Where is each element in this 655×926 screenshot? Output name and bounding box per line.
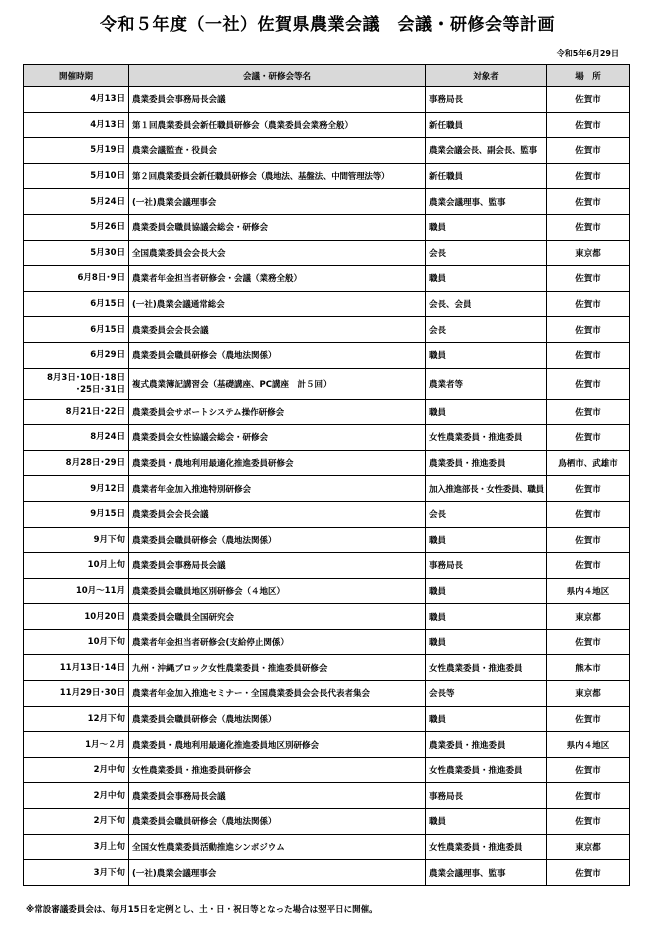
cell-date: 6月29日 [24, 342, 129, 368]
cell-target: 職員 [426, 214, 547, 240]
cell-name: 農業委員会職員地区別研修会（４地区） [129, 578, 426, 604]
cell-target: 職員 [426, 604, 547, 630]
cell-name: 農業委員会事務局長会議 [129, 553, 426, 579]
cell-name: (一社)農業会議理事会 [129, 860, 426, 886]
cell-name: (一社)農業会議理事会 [129, 189, 426, 215]
table-row [24, 501, 630, 527]
table-header-row [24, 65, 630, 87]
cell-target: 農業会議理事、監事 [426, 860, 547, 886]
header-target: 対象者 [426, 65, 547, 87]
cell-date: 10月上旬 [24, 553, 129, 579]
cell-target: 女性農業委員・推進委員 [426, 834, 547, 860]
cell-date: 9月12日 [24, 476, 129, 502]
cell-target: 農業者等 [426, 368, 547, 399]
cell-place: 佐賀市 [547, 783, 630, 809]
cell-place: 佐賀市 [547, 553, 630, 579]
cell-name: 農業会議監査・役員会 [129, 138, 426, 164]
cell-target: 女性農業委員・推進委員 [426, 655, 547, 681]
cell-date: 10月20日 [24, 604, 129, 630]
cell-date: 9月下旬 [24, 527, 129, 553]
cell-date: 4月13日 [24, 87, 129, 113]
cell-place: 鳥栖市、武雄市 [547, 450, 630, 476]
cell-place: 佐賀市 [547, 476, 630, 502]
cell-name: 農業委員会職員研修会（農地法関係） [129, 706, 426, 732]
cell-date: 2月中旬 [24, 757, 129, 783]
cell-date: 3月上旬 [24, 834, 129, 860]
header-place: 場 所 [547, 65, 630, 87]
cell-date: 5月26日 [24, 214, 129, 240]
cell-date: 5月24日 [24, 189, 129, 215]
cell-target: 農業会議理事、監事 [426, 189, 547, 215]
page-title: 令和５年度（一社）佐賀県農業会議 会議・研修会等計画 [100, 15, 555, 35]
table-row [24, 342, 630, 368]
cell-date: 9月15日 [24, 501, 129, 527]
cell-name: 農業委員会会長会議 [129, 317, 426, 343]
table-row [24, 604, 630, 630]
cell-target: 新任職員 [426, 163, 547, 189]
table-row [24, 476, 630, 502]
table-row [24, 732, 630, 758]
cell-place: 東京都 [547, 604, 630, 630]
cell-place: 東京都 [547, 240, 630, 266]
cell-date: 5月19日 [24, 138, 129, 164]
cell-target: 農業委員・推進委員 [426, 450, 547, 476]
cell-name: 全国女性農業委員活動推進シンポジウム [129, 834, 426, 860]
cell-place: 佐賀市 [547, 163, 630, 189]
cell-place: 佐賀市 [547, 112, 630, 138]
cell-date: 11月13日･14日 [24, 655, 129, 681]
cell-place: 佐賀市 [547, 266, 630, 292]
cell-place: 佐賀市 [547, 399, 630, 425]
table-row [24, 189, 630, 215]
cell-name: 農業委員会会長会議 [129, 501, 426, 527]
cell-date: 5月30日 [24, 240, 129, 266]
table-row [24, 706, 630, 732]
cell-name: 農業委員会職員協議会総会・研修会 [129, 214, 426, 240]
table-row [24, 138, 630, 164]
cell-target: 会長 [426, 240, 547, 266]
cell-date: 3月下旬 [24, 860, 129, 886]
cell-target: 会長 [426, 501, 547, 527]
cell-target: 職員 [426, 706, 547, 732]
cell-date: 1月～２月 [24, 732, 129, 758]
table-row [24, 214, 630, 240]
table-row [24, 783, 630, 809]
cell-date: 8月3日･10日･18日 ･25日･31日 [24, 368, 129, 399]
cell-target: 事務局長 [426, 553, 547, 579]
table-row [24, 578, 630, 604]
cell-target: 職員 [426, 809, 547, 835]
cell-place: 佐賀市 [547, 757, 630, 783]
cell-name: 農業委員会女性協議会総会・研修会 [129, 425, 426, 451]
cell-date: 8月24日 [24, 425, 129, 451]
table-row [24, 450, 630, 476]
cell-place: 県内４地区 [547, 732, 630, 758]
table-row [24, 655, 630, 681]
cell-place: 佐賀市 [547, 425, 630, 451]
cell-name: 農業委員会職員研修会（農地法関係） [129, 342, 426, 368]
cell-target: 女性農業委員・推進委員 [426, 757, 547, 783]
header-name: 会議・研修会等名 [129, 65, 426, 87]
cell-place: 佐賀市 [547, 860, 630, 886]
table-row [24, 163, 630, 189]
cell-name: 第１回農業委員会新任職員研修会（農業委員会業務全般） [129, 112, 426, 138]
cell-name: 農業委員会サポートシステム操作研修会 [129, 399, 426, 425]
table-row [24, 368, 630, 399]
table-row [24, 399, 630, 425]
table-row [24, 629, 630, 655]
cell-name: 農業者年金担当者研修会・会議（業務全般） [129, 266, 426, 292]
cell-name: 複式農業簿記講習会（基礎講座、PC講座 計５回） [129, 368, 426, 399]
cell-date: 12月下旬 [24, 706, 129, 732]
table-row [24, 266, 630, 292]
cell-place: 佐賀市 [547, 809, 630, 835]
cell-name: 農業委員・農地利用最適化推進委員地区別研修会 [129, 732, 426, 758]
cell-name: 女性農業委員・推進委員研修会 [129, 757, 426, 783]
cell-target: 事務局長 [426, 87, 547, 113]
table-row [24, 317, 630, 343]
header-date: 開催時期 [24, 65, 129, 87]
cell-target: 事務局長 [426, 783, 547, 809]
cell-place: 県内４地区 [547, 578, 630, 604]
cell-target: 新任職員 [426, 112, 547, 138]
table-row [24, 553, 630, 579]
cell-date: 2月下旬 [24, 809, 129, 835]
cell-date: 6月15日 [24, 291, 129, 317]
cell-place: 佐賀市 [547, 189, 630, 215]
cell-name: (一社)農業会議通常総会 [129, 291, 426, 317]
cell-target: 会長、会員 [426, 291, 547, 317]
table-row [24, 809, 630, 835]
cell-date: 11月29日･30日 [24, 681, 129, 707]
cell-name: 農業委員会事務局長会議 [129, 87, 426, 113]
cell-target: 職員 [426, 578, 547, 604]
cell-date: 6月8日･9日 [24, 266, 129, 292]
footnote: ※常設審議委員会は、毎月15日を定例とし、土・日・祝日等となった場合は翌平日に開催。 [26, 905, 378, 915]
table-row [24, 425, 630, 451]
table-row [24, 860, 630, 886]
cell-place: 佐賀市 [547, 214, 630, 240]
cell-place: 佐賀市 [547, 317, 630, 343]
table-row [24, 681, 630, 707]
table-row [24, 291, 630, 317]
cell-place: 佐賀市 [547, 706, 630, 732]
cell-place: 佐賀市 [547, 501, 630, 527]
cell-date: 10月下旬 [24, 629, 129, 655]
cell-date: 8月28日･29日 [24, 450, 129, 476]
cell-place: 東京都 [547, 681, 630, 707]
cell-name: 農業委員会職員研修会（農地法関係） [129, 809, 426, 835]
cell-name: 農業委員会職員全国研究会 [129, 604, 426, 630]
cell-name: 農業委員・農地利用最適化推進委員研修会 [129, 450, 426, 476]
cell-date: 6月15日 [24, 317, 129, 343]
cell-target: 会長等 [426, 681, 547, 707]
cell-target: 職員 [426, 266, 547, 292]
cell-name: 農業委員会事務局長会議 [129, 783, 426, 809]
cell-place: 佐賀市 [547, 138, 630, 164]
table-row [24, 834, 630, 860]
cell-name: 農業者年金担当者研修会(支給停止関係） [129, 629, 426, 655]
cell-name: 第２回農業委員会新任職員研修会（農地法、基盤法、中間管理法等） [129, 163, 426, 189]
cell-date: 4月13日 [24, 112, 129, 138]
cell-name: 九州・沖縄ブロック女性農業委員・推進委員研修会 [129, 655, 426, 681]
cell-name: 農業者年金加入推進セミナー・全国農業委員会会長代表者集会 [129, 681, 426, 707]
document-date: 令和5年6月29日 [556, 49, 619, 58]
table-row [24, 240, 630, 266]
cell-place: 佐賀市 [547, 342, 630, 368]
cell-date: 8月21日･22日 [24, 399, 129, 425]
cell-target: 農業委員・推進委員 [426, 732, 547, 758]
cell-target: 加入推進部長・女性委員、職員 [426, 476, 547, 502]
cell-place: 佐賀市 [547, 629, 630, 655]
cell-target: 女性農業委員・推進委員 [426, 425, 547, 451]
cell-place: 熊本市 [547, 655, 630, 681]
table-row [24, 112, 630, 138]
cell-target: 会長 [426, 317, 547, 343]
cell-target: 職員 [426, 342, 547, 368]
cell-name: 農業委員会職員研修会（農地法関係） [129, 527, 426, 553]
cell-date: 2月中旬 [24, 783, 129, 809]
table-row [24, 757, 630, 783]
cell-place: 佐賀市 [547, 527, 630, 553]
cell-target: 職員 [426, 399, 547, 425]
cell-place: 佐賀市 [547, 291, 630, 317]
schedule-table [23, 64, 630, 886]
cell-date: 10月～11月 [24, 578, 129, 604]
cell-date: 5月10日 [24, 163, 129, 189]
cell-place: 東京都 [547, 834, 630, 860]
cell-target: 農業会議会長、副会長、監事 [426, 138, 547, 164]
cell-name: 全国農業委員会会長大会 [129, 240, 426, 266]
cell-place: 佐賀市 [547, 87, 630, 113]
table-row [24, 527, 630, 553]
cell-target: 職員 [426, 629, 547, 655]
table-row [24, 87, 630, 113]
cell-name: 農業者年金加入推進特別研修会 [129, 476, 426, 502]
cell-place: 佐賀市 [547, 368, 630, 399]
cell-target: 職員 [426, 527, 547, 553]
